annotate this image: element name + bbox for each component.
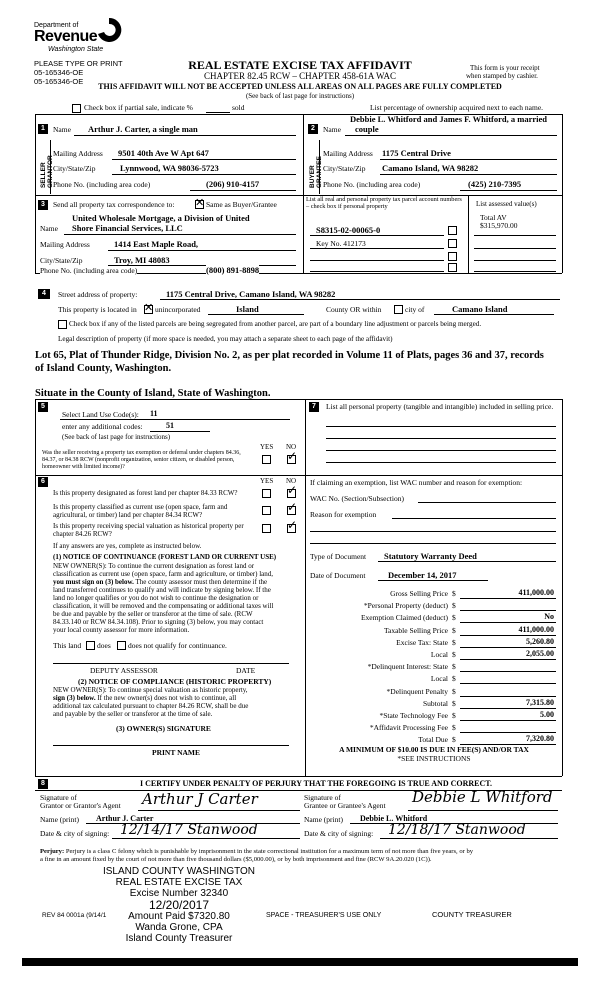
located-in-label: This property is located in [58, 305, 137, 314]
notice-continuance-l8: 84.33.140 or RCW 84.34.108). Prior to signing (3) below, you may contact [53, 618, 264, 626]
tax-row-label: Exemption Claimed (deduct) [360, 613, 448, 622]
perjury-line2: a fine in an amount fixed by the court of not more than five thousand dollars ($5,000.00), or by both imprisonment and fine (RCW 9A.20.020 (1C)). [40, 856, 432, 863]
exemption-question: Was the seller receiving a property tax exemption or deferral under chapters 84.36, 84.37, or 84.38 RCW (nonprofit organization, senior citizen, or disabled person, homeowner with limited income)? [42, 450, 241, 470]
partial-sale-checkbox[interactable] [72, 104, 81, 113]
tax-row-line [460, 622, 556, 623]
buyer-name-label: Name [323, 125, 341, 134]
treasurer-use-only: SPACE - TREASURER'S USE ONLY [266, 912, 382, 919]
grantee-date-city: 12/18/17 Stanwood [388, 822, 526, 838]
tax-row-value: 7,315.80 [526, 698, 554, 707]
county-or-within-label: County OR within [326, 305, 382, 314]
land-does-not-checkbox[interactable] [117, 641, 126, 650]
tax-row-dollar: $ [452, 723, 456, 732]
tax-row-value: 7,320.80 [526, 734, 554, 743]
grantor-name-label: Name (print) [40, 815, 79, 824]
buyer-phone: (425) 210-7395 [468, 179, 522, 189]
parcel-4-personal-checkbox[interactable] [448, 263, 457, 272]
parcel-number-2: Key No. 412173 [316, 239, 366, 248]
notice-continuance-l5: land no longer qualifies or you do not wish to continue the designation or [53, 594, 259, 602]
same-as-buyer-x-icon: ✕ [195, 196, 205, 209]
parcel-2-personal-checkbox[interactable] [448, 239, 457, 248]
section6-no-header: NO [286, 477, 297, 485]
perjury-label: Perjury: [40, 848, 65, 855]
notice-continuance-l1: NEW OWNER(S): To continue the current designation as forest land or [53, 562, 255, 570]
tax-row-label: Local [430, 650, 448, 659]
grantor-signature: Arthur J Carter [142, 790, 258, 808]
form-chapter: CHAPTER 82.45 RCW – CHAPTER 458-61A WAC [204, 71, 396, 81]
tax-row-value: 2,055.00 [526, 649, 554, 658]
grantee-printed-name: Debbie L. Whitford [360, 814, 428, 823]
boundary-adjustment-label: Check box if any of the listed parcels are being segregated from another parcel, are part of a boundary line adjustment or parcels being merged. [69, 320, 482, 328]
tax-row-label: *Affidavit Processing Fee [369, 723, 448, 732]
does-label: does [97, 641, 111, 650]
tax-row-label: Excise Tax: State [396, 638, 448, 647]
buyer-city: Camano Island, WA 98282 [382, 163, 479, 173]
grantor-printed-name: Arthur J. Carter [96, 814, 154, 823]
total-av-value: $315,970.00 [480, 221, 518, 230]
notice-continuance-l9: your local county assessor for more information. [53, 626, 190, 634]
seller-city: Lynnwood, WA 98036-5723 [120, 163, 219, 173]
notice-compliance-l4: and payable by the seller or transferor at the time of sale. [53, 710, 213, 718]
deputy-date-label: DATE [236, 666, 256, 675]
parcel-number-1: S8315-02-00065-0 [316, 225, 381, 235]
correspondence-name-label: Name [40, 224, 58, 233]
tax-row-dollar: $ [452, 687, 456, 696]
dor-logo-swoosh-icon [94, 16, 124, 42]
historic-yes-checkbox[interactable] [262, 524, 271, 533]
notice-compliance-l2: sign (3) below. [53, 694, 96, 702]
grantee-signature: Debbie L Whitford [412, 788, 553, 806]
stamp-line4: 12/20/2017 [148, 898, 210, 912]
correspondence-phone: (800) 891-8898 [206, 265, 260, 275]
notice-continuance-l6: classification, it will be removed and the compensating or additional taxes will [53, 602, 274, 610]
sold-label: sold [232, 103, 245, 112]
street-address-label: Street address of property: [58, 290, 138, 299]
grantor-date-label: Date & city of signing: [40, 829, 110, 838]
correspondence-city: Troy, MI 48083 [114, 255, 170, 265]
notice-continuance-l3: you must sign on (3) below. [53, 578, 134, 586]
tax-row-line [460, 647, 556, 648]
buyer-name-line2: couple [355, 124, 379, 134]
wac-number-label: WAC No. (Section/Subsection) [310, 494, 404, 503]
historic-question: Is this property receiving special valuation as historical property per chapter 84.26 RCW? [53, 522, 244, 538]
section-7-badge: 7 [309, 402, 319, 412]
grantee-agent-label: Grantee or Grantee's Agent [304, 801, 386, 810]
correspondence-mailing: 1414 East Maple Road, [114, 239, 199, 249]
tax-row-line [460, 610, 556, 611]
document-type: Statutory Warranty Deed [384, 551, 477, 561]
tax-row-dollar: $ [452, 650, 456, 659]
stamp-line3: Excise Number 32340 [129, 888, 229, 899]
additional-codes-label: enter any additional codes: [62, 422, 143, 431]
stamp-line2: REAL ESTATE EXCISE TAX [115, 877, 243, 888]
dor-line1: Department of [34, 22, 79, 29]
exemption-yes-checkbox[interactable] [262, 455, 271, 464]
tax-row-label: *Delinquent Interest: State [367, 662, 448, 671]
section5-yes-header: YES [260, 443, 274, 451]
tax-row-line [460, 708, 556, 709]
tax-row-dollar: $ [452, 735, 456, 744]
section-3-badge: 3 [38, 200, 48, 210]
street-address: 1175 Central Drive, Camano Island, WA 98282 [166, 289, 336, 299]
notice-continuance-l3b: The county assessor must then determine if the [135, 578, 268, 586]
buyer-mailing: 1175 Central Drive [382, 148, 451, 158]
tax-row-value: 5,260.80 [526, 637, 554, 646]
grantee-date-label: Date & city of signing: [304, 829, 374, 838]
buyer-phone-label: Phone No. (including area code) [323, 180, 421, 189]
send-correspondence-label: Send all property tax correspondence to: [53, 200, 175, 209]
dor-logo [34, 16, 124, 58]
certify-statement: I CERTIFY UNDER PENALTY OF PERJURY THAT THE FOREGOING IS TRUE AND CORRECT. [140, 779, 493, 788]
boundary-adjustment-checkbox[interactable] [58, 320, 67, 329]
notice-continuance-l7: be due and payable by the seller or transferor at the time of sale. (RCW [53, 610, 253, 618]
current-use-question: Is this property classified as current use (open space, farm and agricultural, or timber) land per chapter 84.34 RCW? [53, 503, 228, 519]
historic-no-check-icon: ✓ [287, 518, 298, 532]
exemption-reason-label: Reason for exemption [310, 510, 377, 519]
owner-signature-label: (3) OWNER(S) SIGNATURE [116, 724, 211, 733]
receipt-note-2: when stamped by cashier. [466, 72, 538, 80]
grantee-signature-of: Signature of [304, 793, 341, 802]
tax-row-label: *State Technology Fee [379, 711, 448, 720]
parcels-header: List all real and personal property tax parcel account numbers – check box if personal property [306, 196, 462, 210]
city-of-checkbox[interactable] [394, 305, 403, 314]
buyer-side-label: BUYER GRANTEE [309, 156, 323, 188]
land-use-label: Select Land Use Code(s): [62, 410, 139, 419]
tax-row-line [460, 720, 556, 721]
current-use-yes-checkbox[interactable] [262, 506, 271, 515]
stamp-line7: Island County Treasurer [125, 933, 233, 944]
tax-row-line [460, 696, 556, 697]
tax-row-dollar: $ [452, 699, 456, 708]
forest-yes-checkbox[interactable] [262, 489, 271, 498]
notice-compliance-l1: NEW OWNER(S): To continue special valuation as historic property, [53, 686, 248, 694]
form-warning: THIS AFFIDAVIT WILL NOT BE ACCEPTED UNLESS ALL AREAS ON ALL PAGES ARE FULLY COMPLETED [98, 82, 502, 91]
section-8-badge: 8 [38, 779, 48, 789]
tax-row-line [460, 683, 556, 684]
tax-row-line [460, 659, 556, 660]
list-percentage-note: List percentage of ownership acquired next to each name. [370, 103, 544, 112]
document-date: December 14, 2017 [388, 570, 457, 580]
tax-row-dollar: $ [452, 711, 456, 720]
seller-phone: (206) 910-4157 [206, 179, 260, 189]
dor-line3: Washington State [48, 46, 104, 53]
land-does-checkbox[interactable] [86, 641, 95, 650]
grantor-date-city: 12/14/17 Stanwood [120, 822, 258, 838]
notice-continuance-l4: land transferred continues to qualify and will indicate by signing below. If the [53, 586, 271, 594]
tax-row-label: Subtotal [422, 699, 448, 708]
tax-row-dollar: $ [452, 638, 456, 647]
tax-row-dollar: $ [452, 589, 456, 598]
dor-line2: Revenue [34, 28, 98, 45]
grantee-name-label: Name (print) [304, 815, 343, 824]
tax-row-dollar: $ [452, 626, 456, 635]
tax-row-label: Taxable Selling Price [383, 626, 448, 635]
legal-description-line2: of Island County, Washington. [35, 363, 172, 374]
please-type: PLEASE TYPE OR PRINT [34, 59, 123, 68]
forest-no-check-icon: ✓ [287, 483, 298, 497]
perjury-line1: Perjury is a class C felony which is punishable by imprisonment in the state correctional institution for a maximum term of not more than five years, or by [65, 848, 474, 855]
receipt-note-1: This form is your receipt [470, 64, 540, 72]
assessed-header: List assessed value(s) [476, 200, 537, 208]
stamp-line6: Wanda Grone, CPA [135, 922, 223, 933]
forest-land-question: Is this property designated as forest land per chapter 84.33 RCW? [53, 489, 238, 497]
seller-name: Arthur J. Carter, a single man [88, 124, 198, 134]
partial-sale-label: Check box if partial sale, indicate % [84, 103, 193, 112]
stamp-line1: ISLAND COUNTY WASHINGTON [102, 866, 256, 877]
form-title: REAL ESTATE EXCISE TAX AFFIDAVIT [188, 58, 412, 72]
unincorporated-label: unincorporated [155, 305, 201, 314]
current-use-no-check-icon: ✓ [287, 500, 298, 514]
county-name: Island [236, 304, 259, 314]
section-5-badge: 5 [38, 402, 48, 412]
if-yes-instructions: If any answers are yes, complete as instructed below. [53, 542, 202, 550]
notice-compliance-title: (2) NOTICE OF COMPLIANCE (HISTORIC PROPERTY) [78, 677, 272, 686]
treasurer-stamp [96, 866, 262, 944]
personal-property-label: List all personal property (tangible and intangible) included in selling price. [326, 402, 554, 411]
parcel-3-personal-checkbox[interactable] [448, 252, 457, 261]
property-city: Camano Island [452, 304, 508, 314]
tax-row-dollar: $ [452, 674, 456, 683]
correspondence-mailing-label: Mailing Address [40, 240, 90, 249]
city-of-label: city of [405, 305, 425, 314]
buyer-mailing-label: Mailing Address [323, 149, 373, 158]
section-2-badge: 2 [308, 124, 318, 134]
correspondence-city-label: City/State/Zip [40, 256, 83, 265]
section-4-badge: 4 [38, 289, 50, 299]
buyer-city-label: City/State/Zip [323, 164, 366, 173]
land-use-see-back: (See back of last page for instructions) [62, 433, 171, 441]
tax-row-value: 411,000.00 [518, 625, 554, 634]
see-instructions-note: *SEE INSTRUCTIONS [397, 754, 471, 763]
document-date-label: Date of Document [310, 571, 366, 580]
this-land-label: This land [53, 641, 82, 650]
notice-continuance-l2: classification as current use (open space, farm and agriculture, or timber) land, [53, 570, 274, 578]
parcel-1-personal-checkbox[interactable] [448, 226, 457, 235]
tax-row-dollar: $ [452, 613, 456, 622]
notice-compliance-l2b: If the new owner(s) does not wish to continue, all [97, 694, 237, 702]
correspondence-name-line1: United Wholesale Mortgage, a Division of United [72, 213, 250, 223]
print-name-label: PRINT NAME [152, 748, 200, 757]
additional-code: 51 [166, 421, 174, 430]
correspondence-phone-label: Phone No. (including area code) [40, 266, 138, 275]
tax-row-line [460, 635, 556, 636]
section-1-badge: 1 [38, 124, 48, 134]
tax-row-value: 5.00 [540, 710, 554, 719]
buyer-name-line1: Debbie L. Whitford and James F. Whitford, a married [350, 114, 548, 124]
legal-description-line1: Lot 65, Plat of Thunder Ridge, Division No. 2, as per plat recorded in Volume 11 of Plats, pages 36 and 37, records [35, 350, 544, 361]
bottom-black-bar [22, 958, 578, 966]
grantor-signature-of: Signature of [40, 793, 77, 802]
tax-row-label: *Personal Property (deduct) [363, 601, 448, 610]
see-back: (See back of last page for instructions) [245, 92, 355, 100]
tax-row-value: 411,000.00 [518, 588, 554, 597]
tax-row-line [460, 671, 556, 672]
seller-city-label: City/State/Zip [53, 164, 96, 173]
seller-side-label: SELLER GRANTOR [40, 155, 54, 188]
deputy-assessor-label: DEPUTY ASSESSOR [90, 666, 158, 675]
total-av-label: Total AV [480, 213, 507, 222]
tax-row-line [460, 598, 556, 599]
grantor-agent-label: Grantor or Grantor's Agent [40, 801, 121, 810]
tax-row-value: No [544, 612, 554, 621]
seller-name-label: Name [53, 125, 71, 134]
situate-line: Situate in the County of Island, State of Washington. [35, 388, 271, 399]
seller-mailing: 9501 40th Ave W Apt 647 [118, 148, 209, 158]
tax-row-label: *Delinquent Penalty [386, 687, 448, 696]
form-code-1: 05-165346-OE [34, 68, 84, 77]
tax-row-label: Total Due [418, 735, 448, 744]
notice-compliance-l3: additional tax calculated pursuant to chapter 84.26 RCW, shall be due [53, 702, 249, 710]
tax-row-dollar: $ [452, 662, 456, 671]
stamp-line5: Amount Paid $7320.80 [128, 911, 230, 922]
seller-phone-label: Phone No. (including area code) [53, 180, 151, 189]
notice-continuance-title: (1) NOTICE OF CONTINUANCE (FOREST LAND OR CURRENT USE) [53, 553, 277, 561]
same-as-buyer-label: Same as Buyer/Grantee [206, 200, 277, 209]
section5-no-header: NO [286, 443, 297, 451]
tax-row-label: Gross Selling Price [390, 589, 448, 598]
land-use-code: 11 [150, 409, 158, 418]
county-treasurer-label: COUNTY TREASURER [432, 910, 512, 919]
tax-row-label: Local [430, 674, 448, 683]
form-code-2: 05-165346-OE [34, 77, 84, 86]
minimum-due-note: A MINIMUM OF $10.00 IS DUE IN FEE(S) AND/OR TAX [339, 745, 529, 754]
does-not-label: does not qualify for continuance. [128, 641, 227, 650]
tax-row-dollar: $ [452, 601, 456, 610]
revision-code: REV 84 0001a (9/14/1 [42, 912, 107, 919]
document-type-label: Type of Document [310, 552, 367, 561]
exemption-no-check-icon: ✓ [287, 449, 298, 463]
section6-yes-header: YES [260, 477, 274, 485]
tax-row-line [460, 732, 556, 733]
exemption-claim-label: If claiming an exemption, list WAC number and reason for exemption: [310, 478, 523, 487]
legal-description-label: Legal description of property (if more space is needed, you may attach a separate sheet to each page of the affidavit) [58, 335, 393, 343]
seller-mailing-label: Mailing Address [53, 149, 103, 158]
unincorporated-x-icon: ✕ [144, 301, 154, 314]
section-6-badge: 6 [38, 477, 48, 487]
correspondence-name-line2: Shore Financial Services, LLC [72, 223, 183, 233]
